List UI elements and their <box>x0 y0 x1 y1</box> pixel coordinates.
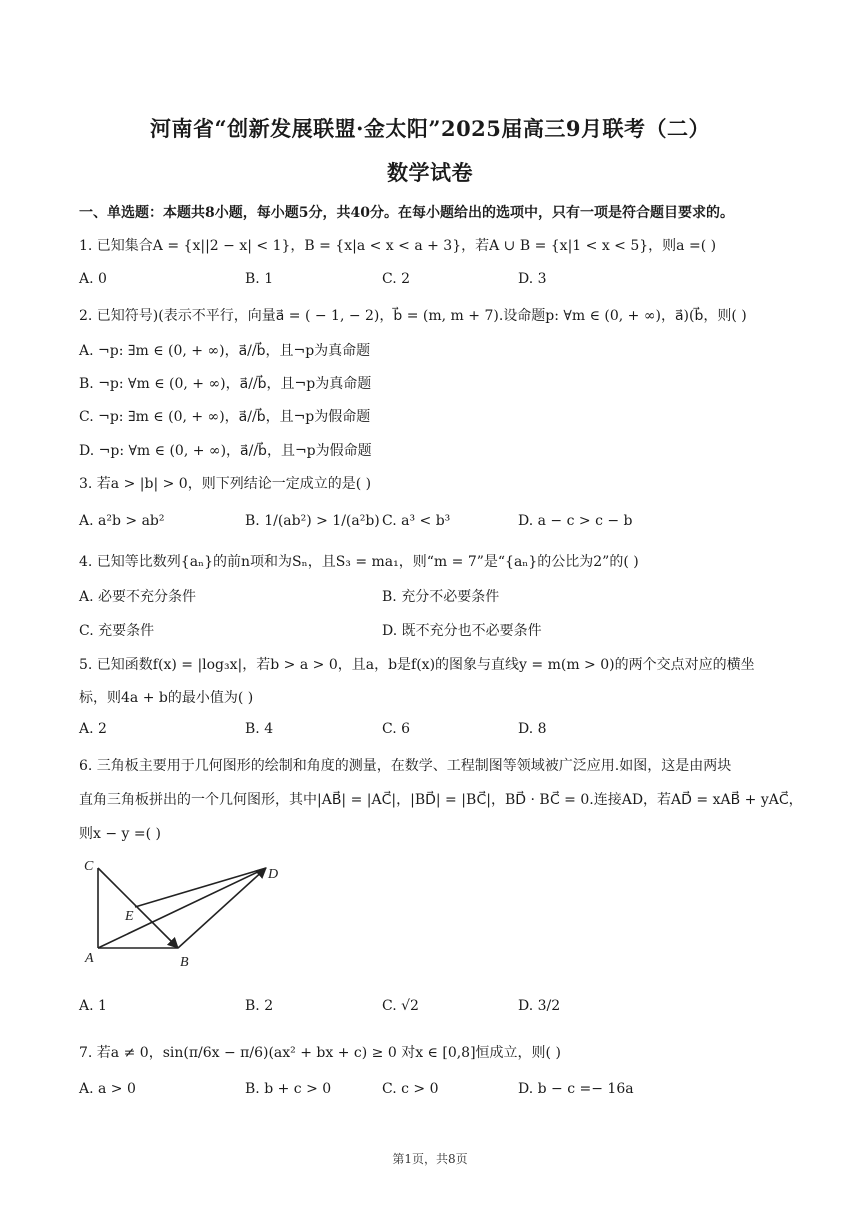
q2-option-c: C. ¬p: ∃m ∈ (0, + ∞)，a⃗//b⃗，且¬p为假命题 <box>79 409 371 425</box>
q6-option-d: D. 3/2 <box>518 998 561 1014</box>
q5-option-c: C. 6 <box>382 721 411 737</box>
label-a: A <box>85 951 94 966</box>
question-7-stem: 7. 若a ≠ 0，sin(π/6x − π/6)(ax² + bx + c) ≥ 0 对x ∈ [0,8]恒成立，则( ) <box>79 1045 561 1061</box>
label-e: E <box>125 909 134 924</box>
question-2-stem: 2. 已知符号)(表示不平行，向量a⃗ = ( − 1, − 2)，b⃗ = (m, m + 7).设命题p: ∀m ∈ (0, + ∞)，a⃗)(b⃗，则( ) <box>79 308 747 324</box>
q7-option-d: D. b − c =− 16a <box>518 1081 634 1097</box>
q2-option-d: D. ¬p: ∀m ∈ (0, + ∞)，a⃗//b⃗，且¬p为假命题 <box>79 443 372 459</box>
question-6-stem-line-2: 直角三角板拼出的一个几何图形，其中|AB⃗| = |AC⃗|，|BD⃗| = |BC⃗|，BD⃗ · BC⃗ = 0.连接AD，若AD⃗ = xAB⃗ + yAC⃗， <box>79 792 803 808</box>
question-6-stem-line-3: 则x − y =( ) <box>79 826 161 842</box>
label-d: D <box>268 867 279 882</box>
q5-option-d: D. 8 <box>518 721 547 737</box>
q6-option-a: A. 1 <box>79 998 107 1014</box>
segment-cb <box>98 868 178 948</box>
question-1-stem: 1. 已知集合A = {x||2 − x| < 1}，B = {x|a < x < a + 3}，若A ∪ B = {x|1 < x < 5}，则a =( ) <box>79 238 717 254</box>
label-b: B <box>180 955 189 970</box>
q3-option-c: C. a³ < b³ <box>382 513 451 529</box>
segment-ed <box>135 868 266 907</box>
question-5-stem-line-2: 标，则4a + b的最小值为( ) <box>79 690 254 706</box>
section-heading: 一、单选题：本题共8小题，每小题5分，共40分。在每小题给出的选项中，只有一项是符合题目要求的。 <box>79 205 734 221</box>
q1-option-d: D. 3 <box>518 271 547 287</box>
q7-option-c: C. c > 0 <box>382 1081 439 1097</box>
page-title: 河南省“创新发展联盟·金太阳”2025届高三9月联考（二） <box>149 116 711 141</box>
q4-option-c: C. 充要条件 <box>79 623 155 639</box>
q2-option-b: B. ¬p: ∀m ∈ (0, + ∞)，a⃗//b⃗，且¬p为真命题 <box>79 376 372 392</box>
q3-option-d: D. a − c > c − b <box>518 513 633 529</box>
q1-option-b: B. 1 <box>245 271 274 287</box>
q4-option-a: A. 必要不充分条件 <box>79 589 197 605</box>
q6-option-b: B. 2 <box>245 998 274 1014</box>
segment-ad <box>98 868 266 948</box>
q1-option-c: C. 2 <box>382 271 411 287</box>
question-3-stem: 3. 若a > |b| > 0，则下列结论一定成立的是( ) <box>79 476 372 492</box>
q5-option-b: B. 4 <box>245 721 274 737</box>
triangle-figure <box>80 856 290 972</box>
q4-option-b: B. 充分不必要条件 <box>382 589 500 605</box>
q6-option-c: C. √2 <box>382 998 419 1014</box>
question-5-stem-line-1: 5. 已知函数f(x) = |log₃x|，若b > a > 0，且a，b是f(x)的图象与直线y = m(m > 0)的两个交点对应的横坐 <box>79 657 755 673</box>
q1-option-a: A. 0 <box>79 271 107 287</box>
page-footer: 第1页，共8页 <box>392 1152 468 1166</box>
page-subtitle: 数学试卷 <box>387 160 473 185</box>
label-c: C <box>84 859 94 874</box>
segment-bd <box>178 868 266 948</box>
question-4-stem: 4. 已知等比数列{aₙ}的前n项和为Sₙ，且S₃ = ma₁，则“m = 7”是“{aₙ}的公比为2”的( ) <box>79 554 639 570</box>
q2-option-a: A. ¬p: ∃m ∈ (0, + ∞)，a⃗//b⃗，且¬p为真命题 <box>79 343 371 359</box>
q7-option-b: B. b + c > 0 <box>245 1081 332 1097</box>
q3-option-a: A. a²b > ab² <box>79 513 165 529</box>
q5-option-a: A. 2 <box>79 721 107 737</box>
q4-option-d: D. 既不充分也不必要条件 <box>382 623 542 639</box>
q7-option-a: A. a > 0 <box>79 1081 136 1097</box>
question-6-stem-line-1: 6. 三角板主要用于几何图形的绘制和角度的测量，在数学、工程制图等领域被广泛应用.如图，这是由两块 <box>79 758 732 774</box>
q3-option-b: B. 1/(ab²) > 1/(a²b) <box>245 513 380 529</box>
